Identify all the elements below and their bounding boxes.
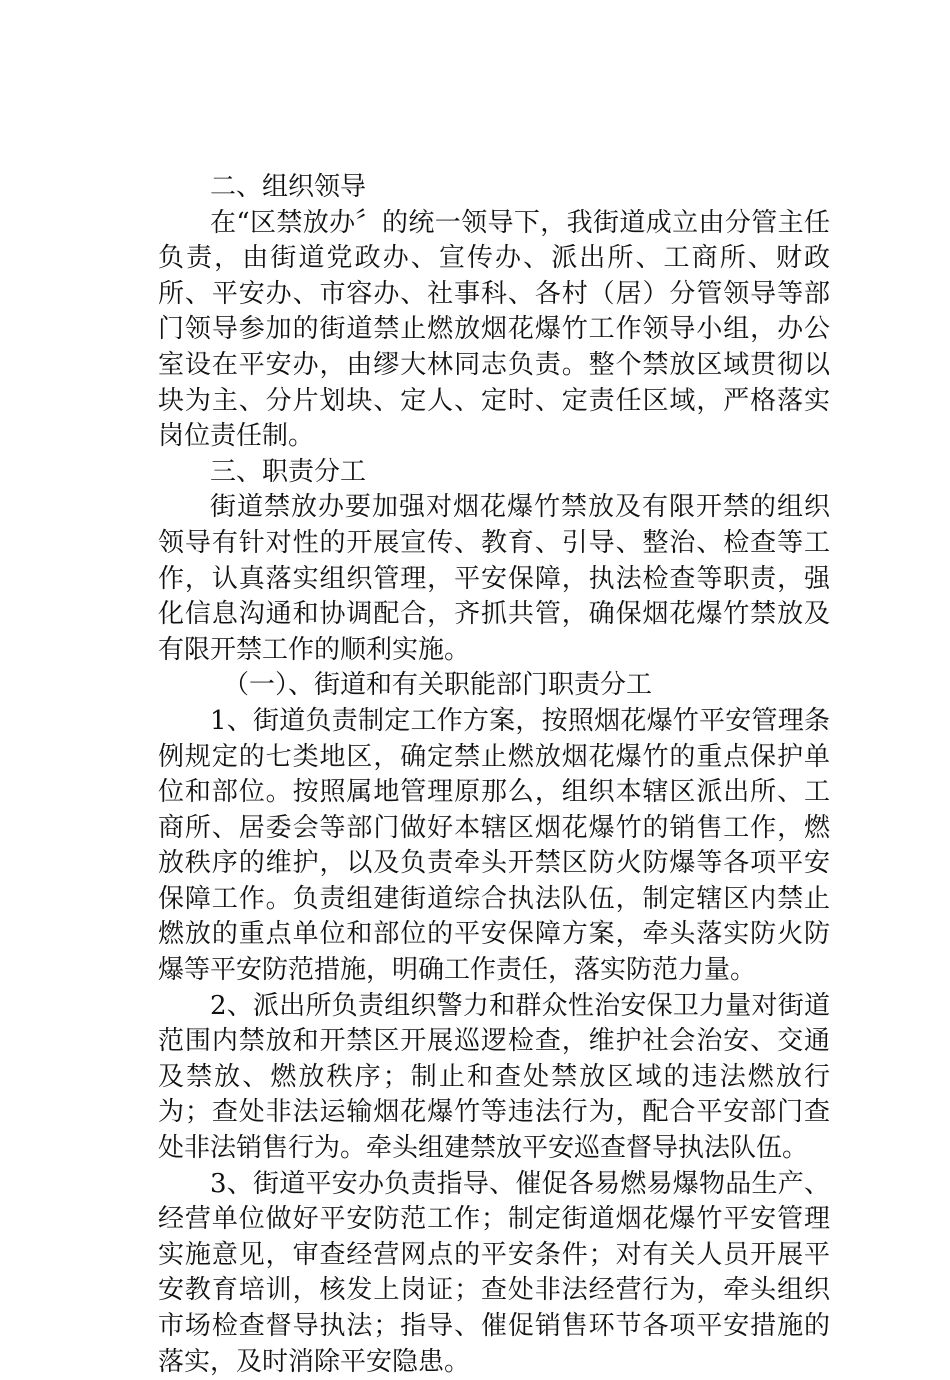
item-2-paragraph: 2、派出所负责组织警力和群众性治安保卫力量对街道范围内禁放和开禁区开展巡逻检查，维护社会治安、交通及禁放、燃放秩序；制止和查处禁放区域的违法燃放行为；查处非法运输烟花爆竹等违法行为，配合平安部门查处非法销售行为。牵头组建禁放平安巡查督导执法队伍。 — [158, 990, 830, 1164]
document-body — [158, 170, 830, 1380]
item-1-paragraph: 1、街道负责制定工作方案，按照烟花爆竹平安管理条例规定的七类地区，确定禁止燃放烟花爆竹的重点保护单位和部位。按照属地管理原那么，组织本辖区派出所、工商所、居委会等部门做好本辖区烟花爆竹的销售工作，燃放秩序的维护，以及负责牵头开禁区防火防爆等各项平安保障工作。负责组建街道综合执法队伍，制定辖区内禁止燃放的重点单位和部位的平安保障方案，牵头落实防火防爆等平安防范措施，明确工作责任，落实防范力量。 — [158, 705, 830, 986]
section-two-paragraph: 在“区禁放办〞的统一领导下，我街道成立由分管主任负责，由街道党政办、宣传办、派出所、工商所、财政所、平安办、市容办、社事科、各村（居）分管领导等部门领导参加的街道禁止燃放烟花爆竹工作领导小组，办公室设在平安办，由缪大林同志负责。整个禁放区域贯彻以块为主、分片划块、定人、定时、定责任区域，严格落实岗位责任制。 — [158, 207, 830, 452]
subsection-one-heading: （一）、街道和有关职能部门职责分工 — [223, 670, 653, 701]
section-three-paragraph: 街道禁放办要加强对烟花爆竹禁放及有限开禁的组织领导有针对性的开展宣传、教育、引导、整治、检查等工作，认真落实组织管理，平安保障，执法检查等职责，强化信息沟通和协调配合，齐抓共管，确保烟花爆竹禁放及有限开禁工作的顺利实施。 — [158, 492, 830, 665]
section-three-heading: 三、职责分工 — [210, 456, 367, 487]
item-3-paragraph: 3、街道平安办负责指导、催促各易燃易爆物品生产、经营单位做好平安防范工作；制定街道烟花爆竹平安管理实施意见，审查经营网点的平安条件；对有关人员开展平安教育培训，核发上岗证；查处非法经营行为，牵头组织市场检查督导执法；指导、催促销售环节各项平安措施的落实，及时消除平安隐患。 — [158, 1168, 830, 1377]
section-two-heading: 二、组织领导 — [210, 172, 367, 202]
